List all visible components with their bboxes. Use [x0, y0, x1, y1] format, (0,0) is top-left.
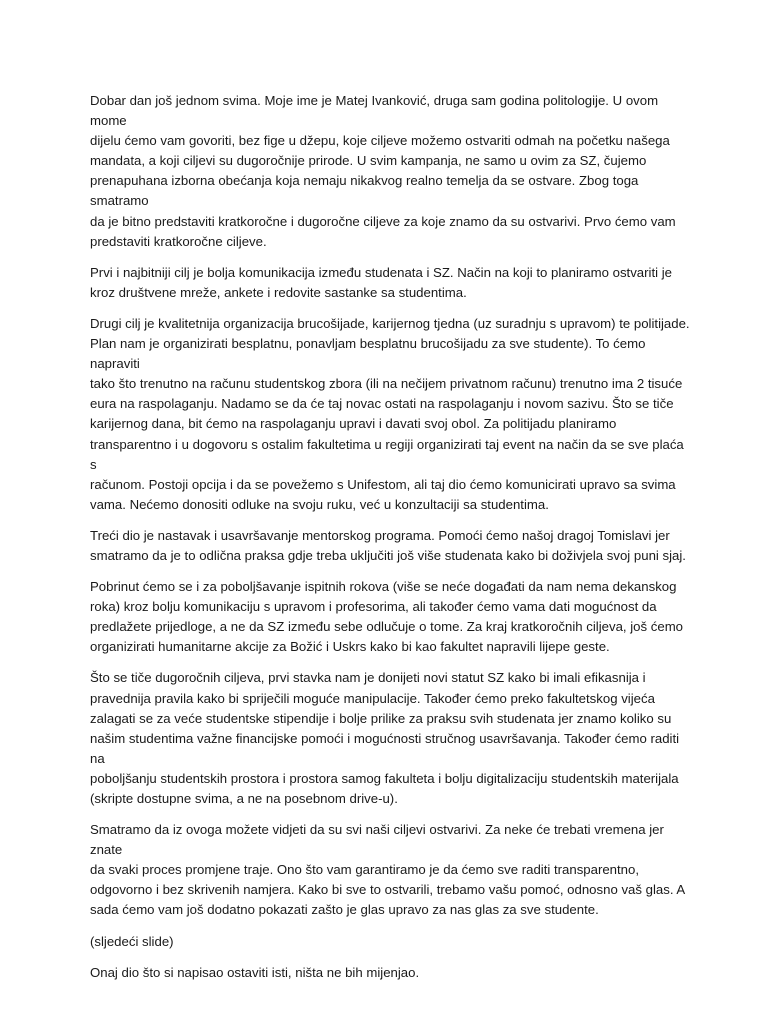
paragraph-second-goal: Drugi cilj je kvalitetnija organizacija brucošijade, karijernog tjedna (uz suradnju s upravom) te politijade. Plan nam je organizirati besplatnu, ponavljam besplatnu brucošijadu za sve studente). To ćemo napraviti tako što trenutno na računu studentskog zbora (ili na nečijem privatnom računu) trenutno ima 2 tisuće eura na raspolaganju. Nadamo se da će taj novac ostati na raspolaganju i novom sazivu. Što se tiče karijernog dana, bit ćemo na raspolaganju upravi i davati svoj obol. Za politijadu planiramo transparentno i u dogovoru s ostalim fakultetima u regiji organizirati taj event na način da se sve plaća s računom. Postoji opcija i da se povežemo s Unifestom, ali taj dio ćemo komunicirati upravo sa svima vama. Nećemo donositi odluke na svoju ruku, već u konzultaciji sa studentima.	[90, 315, 690, 512]
paragraph-next-slide: (sljedeći slide)	[90, 933, 174, 949]
paragraph-note: Onaj dio što si napisao ostaviti isti, ništa ne bih mijenjao.	[90, 964, 420, 980]
paragraph-mentoring: Treći dio je nastavak i usavršavanje mentorskog programa. Pomoći ćemo našoj dragoj Tomislavi jer smatramo da je to odlična praksa gdje treba uključiti još više studenata kako bi doživjela svoj puni sjaj.	[90, 527, 686, 563]
paragraph-intro: Dobar dan još jednom svima. Moje ime je Matej Ivanković, druga sam godina politologije. U ovom mome dijelu ćemo vam govoriti, bez fige u džepu, koje ciljeve možemo ostvariti odmah na početku našega mandata, a koji ciljevi su dugoročnije prirode. U svim kampanja, ne samo u ovim za SZ, čujemo prenapuhana izborna obećanja koja nemaju nikakvog realno temelja da se ostvare. Zbog toga smatramo da je bitno predstaviti kratkoročne i dugoročne ciljeve za koje znamo da su ostvarivi. Prvo ćemo vam predstaviti kratkoročne ciljeve.	[90, 93, 676, 249]
document-body	[90, 91, 690, 994]
paragraph-first-goal: Prvi i najbitniji cilj je bolja komunikacija između studenata i SZ. Način na koji to planiramo ostvariti je kroz društvene mreže, ankete i redovite sastanke sa studentima.	[90, 264, 672, 300]
paragraph-exam-terms: Pobrinut ćemo se i za poboljšavanje ispitnih rokova (više se neće događati da nam nema dekanskog roka) kroz bolju komunikaciju s upravom i profesorima, ali također ćemo vama dati mogućnost da predlažete prijedloge, a ne da SZ između sebe odlučuje o tome. Za kraj kratkoročnih ciljeva, još ćemo organizirati humanitarne akcije za Božić i Uskrs kako bi kao fakultet napravili lijepe geste.	[90, 579, 684, 655]
paragraph-long-term-goals: Što se tiče dugoročnih ciljeva, prvi stavka nam je donijeti novi statut SZ kako bi imali efikasnija i pravednija pravila kako bi spriječili moguće manipulacije. Također ćemo preko fakultetskog vijeća zalagati se za veće studentske stipendije i bolje prilike za praksu svih studenata jer znamo koliko su našim studentima važne financijske pomoći i mogućnosti stručnog usavršavanja. Također ćemo raditi na poboljšanju studentskih prostora i prostora samog fakulteta i bolju digitalizaciju studentskih materijala (skripte dostupne svima, a ne na posebnom drive-u).	[90, 670, 680, 806]
paragraph-conclusion: Smatramo da iz ovoga možete vidjeti da su svi naši ciljevi ostvarivi. Za neke će trebati vremena jer znate da svaki proces promjene traje. Ono što vam garantiramo je da ćemo sve raditi transparentno, odgovorno i bez skrivenih namjera. Kako bi sve to ostvarili, trebamo vašu pomoć, odnosno vaš glas. A sada ćemo vam još dodatno pokazati zašto je glas upravo za nas glas za sve studente.	[90, 822, 686, 918]
